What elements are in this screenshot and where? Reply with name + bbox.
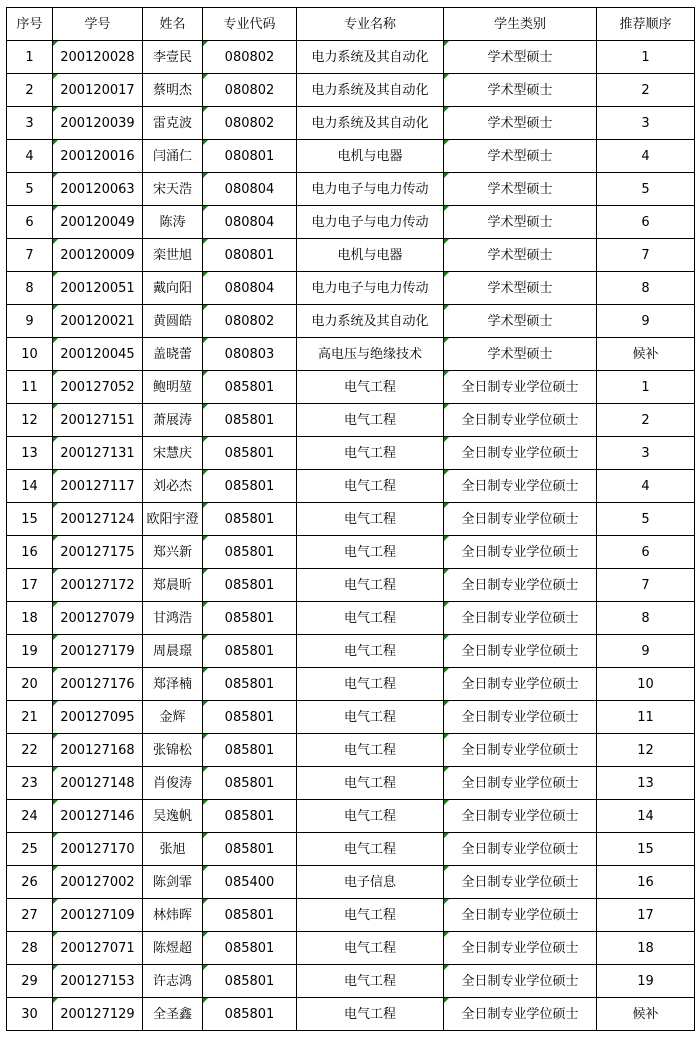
table-row [7,602,695,635]
cell-student-id: 200127052 [53,371,143,404]
cell-name: 陈煜超 [143,932,203,965]
cell-student-type: 学术型硕士 [444,140,597,173]
table-row [7,932,695,965]
cell-major-name: 电气工程 [297,899,444,932]
cell-student-id: 200120051 [53,272,143,305]
cell-seq: 1 [7,41,53,74]
cell-rank: 6 [597,206,695,239]
cell-seq: 14 [7,470,53,503]
table-row [7,338,695,371]
cell-student-type: 全日制专业学位硕士 [444,371,597,404]
cell-major-code: 085801 [203,899,297,932]
cell-seq: 16 [7,536,53,569]
cell-student-id: 200127117 [53,470,143,503]
cell-rank: 16 [597,866,695,899]
table-row [7,635,695,668]
cell-name: 雷克波 [143,107,203,140]
table-body [7,41,695,1031]
cell-seq: 25 [7,833,53,866]
cell-major-code: 080804 [203,173,297,206]
cell-name: 吴逸帆 [143,800,203,833]
header-major-name: 专业名称 [297,8,444,41]
table-row [7,239,695,272]
cell-name: 陈涛 [143,206,203,239]
cell-name: 陈剑霏 [143,866,203,899]
cell-student-type: 全日制专业学位硕士 [444,536,597,569]
table-row [7,272,695,305]
cell-seq: 6 [7,206,53,239]
cell-major-code: 085801 [203,437,297,470]
header-row [7,8,695,41]
cell-rank: 5 [597,173,695,206]
cell-seq: 12 [7,404,53,437]
cell-student-id: 200127109 [53,899,143,932]
cell-major-code: 080804 [203,272,297,305]
cell-student-id: 200127146 [53,800,143,833]
cell-student-id: 200127095 [53,701,143,734]
cell-major-name: 电子信息 [297,866,444,899]
cell-student-type: 全日制专业学位硕士 [444,767,597,800]
cell-student-type: 学术型硕士 [444,305,597,338]
table-row [7,800,695,833]
table-row [7,305,695,338]
cell-rank: 1 [597,41,695,74]
cell-major-name: 电机与电器 [297,140,444,173]
cell-seq: 27 [7,899,53,932]
cell-major-code: 085801 [203,965,297,998]
cell-seq: 7 [7,239,53,272]
table-row [7,767,695,800]
cell-major-code: 080802 [203,74,297,107]
cell-seq: 4 [7,140,53,173]
cell-major-code: 080803 [203,338,297,371]
cell-student-id: 200127151 [53,404,143,437]
recommendation-table [6,7,695,1031]
cell-name: 林炜晖 [143,899,203,932]
cell-major-name: 电气工程 [297,635,444,668]
cell-student-id: 200127002 [53,866,143,899]
cell-student-type: 全日制专业学位硕士 [444,932,597,965]
cell-major-name: 电力系统及其自动化 [297,305,444,338]
cell-major-code: 085801 [203,668,297,701]
cell-name: 盖晓蕾 [143,338,203,371]
cell-major-name: 电气工程 [297,932,444,965]
cell-rank: 5 [597,503,695,536]
cell-major-code: 085801 [203,569,297,602]
cell-student-type: 全日制专业学位硕士 [444,569,597,602]
cell-seq: 18 [7,602,53,635]
cell-student-type: 全日制专业学位硕士 [444,833,597,866]
table-row [7,998,695,1031]
cell-student-type: 学术型硕士 [444,173,597,206]
cell-major-name: 电气工程 [297,437,444,470]
cell-student-type: 全日制专业学位硕士 [444,404,597,437]
header-student-id: 学号 [53,8,143,41]
cell-student-id: 200127179 [53,635,143,668]
cell-student-id: 200127148 [53,767,143,800]
table-row [7,833,695,866]
cell-name: 宋慧庆 [143,437,203,470]
cell-student-type: 全日制专业学位硕士 [444,668,597,701]
cell-seq: 10 [7,338,53,371]
cell-major-code: 085801 [203,602,297,635]
cell-major-code: 085400 [203,866,297,899]
cell-major-code: 085801 [203,701,297,734]
cell-major-name: 电气工程 [297,602,444,635]
cell-student-type: 全日制专业学位硕士 [444,503,597,536]
cell-name: 鲍明堃 [143,371,203,404]
cell-rank: 3 [597,437,695,470]
cell-major-code: 085801 [203,371,297,404]
cell-rank: 候补 [597,338,695,371]
table-row [7,173,695,206]
table-row [7,701,695,734]
cell-name: 宋天浩 [143,173,203,206]
header-student-type: 学生类别 [444,8,597,41]
cell-major-code: 080801 [203,140,297,173]
table-row [7,965,695,998]
table-row [7,899,695,932]
cell-major-name: 电气工程 [297,569,444,602]
cell-rank: 17 [597,899,695,932]
cell-student-type: 全日制专业学位硕士 [444,998,597,1031]
cell-major-name: 电力电子与电力传动 [297,272,444,305]
cell-rank: 19 [597,965,695,998]
cell-rank: 8 [597,602,695,635]
cell-major-code: 085801 [203,635,297,668]
cell-student-id: 200127172 [53,569,143,602]
cell-major-name: 电气工程 [297,800,444,833]
cell-student-type: 学术型硕士 [444,107,597,140]
cell-major-code: 085801 [203,470,297,503]
cell-student-type: 学术型硕士 [444,74,597,107]
cell-seq: 21 [7,701,53,734]
cell-major-code: 080804 [203,206,297,239]
table-row [7,866,695,899]
cell-rank: 18 [597,932,695,965]
header-name: 姓名 [143,8,203,41]
cell-name: 闫涌仁 [143,140,203,173]
cell-student-type: 全日制专业学位硕士 [444,734,597,767]
cell-major-name: 电力系统及其自动化 [297,41,444,74]
cell-major-name: 电力电子与电力传动 [297,173,444,206]
table-row [7,437,695,470]
cell-major-name: 电气工程 [297,701,444,734]
cell-major-name: 电力电子与电力传动 [297,206,444,239]
table-row [7,503,695,536]
cell-rank: 9 [597,305,695,338]
header-major-code: 专业代码 [203,8,297,41]
cell-name: 郑兴新 [143,536,203,569]
cell-seq: 22 [7,734,53,767]
cell-rank: 13 [597,767,695,800]
cell-major-name: 电气工程 [297,668,444,701]
cell-rank: 14 [597,800,695,833]
cell-name: 刘必杰 [143,470,203,503]
cell-name: 张旭 [143,833,203,866]
cell-rank: 4 [597,140,695,173]
cell-student-id: 200120039 [53,107,143,140]
cell-seq: 2 [7,74,53,107]
cell-major-code: 080802 [203,107,297,140]
cell-name: 肖俊涛 [143,767,203,800]
cell-name: 甘鸿浩 [143,602,203,635]
recommendation-table-container [6,7,695,1031]
cell-student-id: 200120021 [53,305,143,338]
cell-student-id: 200127176 [53,668,143,701]
cell-student-id: 200127131 [53,437,143,470]
cell-student-id: 200120045 [53,338,143,371]
cell-rank: 12 [597,734,695,767]
cell-major-code: 085801 [203,932,297,965]
cell-major-name: 高电压与绝缘技术 [297,338,444,371]
cell-major-code: 085801 [203,998,297,1031]
cell-seq: 9 [7,305,53,338]
cell-rank: 9 [597,635,695,668]
cell-student-id: 200127129 [53,998,143,1031]
cell-rank: 3 [597,107,695,140]
cell-name: 栾世旭 [143,239,203,272]
cell-student-id: 200127168 [53,734,143,767]
cell-rank: 11 [597,701,695,734]
table-row [7,41,695,74]
table-row [7,536,695,569]
cell-major-code: 085801 [203,800,297,833]
cell-seq: 17 [7,569,53,602]
cell-seq: 29 [7,965,53,998]
table-row [7,140,695,173]
cell-student-type: 全日制专业学位硕士 [444,701,597,734]
cell-major-code: 080802 [203,305,297,338]
cell-student-type: 全日制专业学位硕士 [444,965,597,998]
cell-student-type: 全日制专业学位硕士 [444,866,597,899]
table-row [7,668,695,701]
cell-major-code: 085801 [203,734,297,767]
cell-name: 许志鸿 [143,965,203,998]
table-row [7,404,695,437]
cell-name: 萧展涛 [143,404,203,437]
cell-student-id: 200127175 [53,536,143,569]
cell-student-type: 全日制专业学位硕士 [444,899,597,932]
table-row [7,569,695,602]
cell-name: 黄圆皓 [143,305,203,338]
cell-seq: 30 [7,998,53,1031]
cell-seq: 15 [7,503,53,536]
cell-major-code: 085801 [203,833,297,866]
cell-seq: 24 [7,800,53,833]
cell-student-type: 全日制专业学位硕士 [444,800,597,833]
cell-student-type: 学术型硕士 [444,272,597,305]
cell-student-id: 200120017 [53,74,143,107]
cell-rank: 2 [597,74,695,107]
table-row [7,734,695,767]
cell-major-name: 电气工程 [297,470,444,503]
table-row [7,371,695,404]
cell-name: 郑泽楠 [143,668,203,701]
cell-seq: 13 [7,437,53,470]
cell-seq: 19 [7,635,53,668]
cell-student-id: 200120049 [53,206,143,239]
cell-major-name: 电力系统及其自动化 [297,107,444,140]
cell-major-name: 电气工程 [297,833,444,866]
cell-student-type: 全日制专业学位硕士 [444,437,597,470]
cell-major-name: 电机与电器 [297,239,444,272]
cell-student-type: 全日制专业学位硕士 [444,602,597,635]
cell-seq: 5 [7,173,53,206]
cell-seq: 28 [7,932,53,965]
cell-name: 金辉 [143,701,203,734]
cell-major-code: 085801 [203,767,297,800]
cell-rank: 7 [597,569,695,602]
cell-rank: 10 [597,668,695,701]
cell-major-name: 电力系统及其自动化 [297,74,444,107]
cell-rank: 2 [597,404,695,437]
cell-major-code: 085801 [203,536,297,569]
cell-student-id: 200127071 [53,932,143,965]
cell-name: 欧阳宇澄 [143,503,203,536]
cell-student-id: 200127124 [53,503,143,536]
cell-name: 周晨璟 [143,635,203,668]
cell-major-code: 085801 [203,404,297,437]
cell-name: 蔡明杰 [143,74,203,107]
cell-student-type: 全日制专业学位硕士 [444,635,597,668]
cell-major-name: 电气工程 [297,965,444,998]
cell-student-id: 200127170 [53,833,143,866]
cell-name: 张锦松 [143,734,203,767]
cell-major-code: 080801 [203,239,297,272]
cell-seq: 3 [7,107,53,140]
header-rank: 推荐顺序 [597,8,695,41]
cell-rank: 4 [597,470,695,503]
cell-rank: 8 [597,272,695,305]
cell-student-id: 200127079 [53,602,143,635]
cell-student-type: 学术型硕士 [444,338,597,371]
cell-student-id: 200127153 [53,965,143,998]
cell-student-id: 200120009 [53,239,143,272]
cell-rank: 1 [597,371,695,404]
table-row [7,470,695,503]
cell-major-code: 085801 [203,503,297,536]
header-seq: 序号 [7,8,53,41]
cell-seq: 11 [7,371,53,404]
cell-student-id: 200120016 [53,140,143,173]
cell-seq: 8 [7,272,53,305]
cell-student-type: 全日制专业学位硕士 [444,470,597,503]
cell-major-name: 电气工程 [297,734,444,767]
cell-seq: 23 [7,767,53,800]
cell-student-id: 200120028 [53,41,143,74]
cell-major-name: 电气工程 [297,767,444,800]
cell-rank: 候补 [597,998,695,1031]
cell-seq: 20 [7,668,53,701]
cell-student-id: 200120063 [53,173,143,206]
cell-major-name: 电气工程 [297,371,444,404]
cell-rank: 6 [597,536,695,569]
cell-student-type: 学术型硕士 [444,239,597,272]
cell-major-name: 电气工程 [297,503,444,536]
table-row [7,107,695,140]
table-row [7,206,695,239]
cell-major-name: 电气工程 [297,404,444,437]
cell-rank: 7 [597,239,695,272]
cell-rank: 15 [597,833,695,866]
cell-major-code: 080802 [203,41,297,74]
cell-student-type: 学术型硕士 [444,206,597,239]
table-row [7,74,695,107]
cell-student-type: 学术型硕士 [444,41,597,74]
cell-name: 李壹民 [143,41,203,74]
cell-name: 全圣鑫 [143,998,203,1031]
cell-name: 郑晨昕 [143,569,203,602]
cell-name: 戴向阳 [143,272,203,305]
cell-major-name: 电气工程 [297,998,444,1031]
cell-major-name: 电气工程 [297,536,444,569]
cell-seq: 26 [7,866,53,899]
